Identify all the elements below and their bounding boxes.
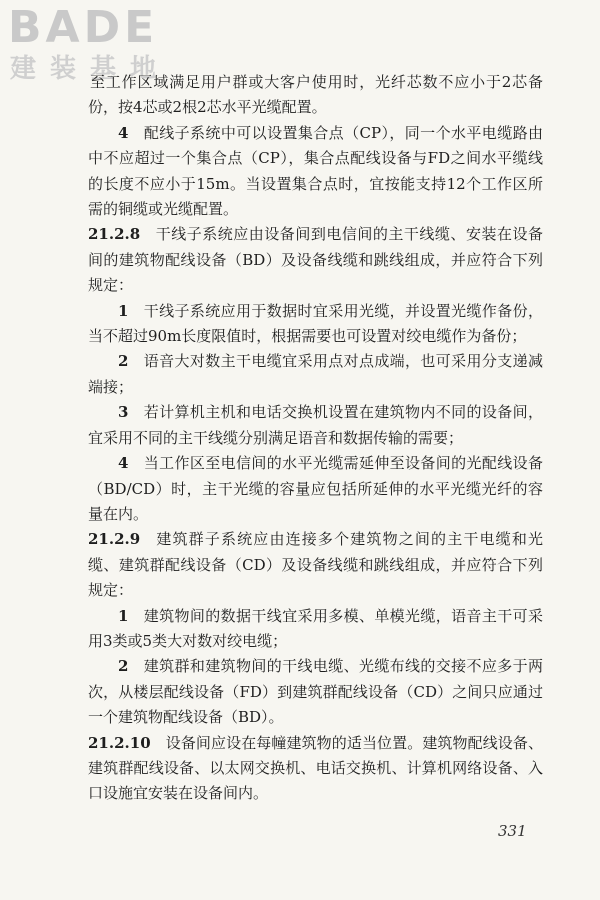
item-number: 1 — [118, 301, 129, 320]
item-number: 3 — [118, 403, 129, 422]
list-item — [88, 400, 543, 451]
list-item — [88, 451, 543, 527]
item-text: 当工作区至电信间的水平光缆需延伸至设备间的光配线设备（BD/CD）时，主干光缆的容量应包括所延伸的水平光缆光纤的容量在内。 — [88, 454, 543, 523]
clause-text: 设备间应设在每幢建筑物的适当位置。建筑物配线设备、建筑群配线设备、以太网交换机、电话交换机、计算机网络设备、入口设施宜安装在设备间内。 — [88, 733, 543, 803]
list-item — [88, 604, 543, 655]
item-text: 语音大对数主干电缆宜采用点对点成端，也可采用分支递减端接； — [88, 352, 543, 396]
paragraph-text: 至工作区域满足用户群或大客户使用时，光纤芯数不应小于2芯备份，按4芯或2根2芯水平光缆配置。 — [88, 73, 543, 117]
item-number: 4 — [118, 123, 129, 142]
item-number: 2 — [118, 352, 129, 371]
item-number: 4 — [118, 454, 129, 473]
logo-subtitle: 建装基地 — [10, 54, 171, 84]
logo-wordmark: BADE — [8, 2, 159, 53]
clause-21-2-8 — [88, 222, 543, 298]
item-text: 建筑群和建筑物间的干线电缆、光缆布线的交接不应多于两次，从楼层配线设备（FD）到建筑群配线设备（CD）之间只应通过一个建筑物配线设备（BD）。 — [88, 657, 543, 727]
item-text: 干线子系统应用于数据时宜采用光缆，并设置光缆作备份，当不超过90m长度限值时，根据需要也可设置对绞电缆作为备份； — [88, 301, 543, 346]
clause-number: 21.2.8 — [88, 225, 141, 244]
page-number: 331 — [498, 822, 527, 840]
item-text: 若计算机主机和电话交换机设置在建筑物内不同的设备间，宜采用不同的主干线缆分别满足语音和数据传输的需要； — [88, 403, 543, 447]
item-number: 2 — [118, 657, 129, 676]
item-number: 1 — [118, 606, 129, 625]
clause-number: 21.2.10 — [88, 733, 151, 752]
clause-text: 干线子系统应由设备间到电信间的主干线缆、安装在设备间的建筑物配线设备（BD）及设备线缆和跳线组成，并应符合下列规定： — [88, 225, 543, 295]
list-item — [88, 349, 543, 400]
list-item — [88, 121, 543, 223]
list-item — [88, 299, 543, 350]
item-text: 建筑物间的数据干线宜采用多模、单模光缆，语音主干可采用3类或5类大对数对绞电缆； — [88, 606, 543, 650]
clause-number: 21.2.9 — [88, 530, 141, 549]
clause-21-2-10 — [88, 731, 543, 807]
clause-21-2-9 — [88, 527, 543, 603]
item-text: 配线子系统中可以设置集合点（CP），同一个水平电缆路由中不应超过一个集合点（CP），集合点配线设备与FD之间水平缆线的长度不应小于15m。当设置集合点时，宜按能支持12个工作区所需的铜缆或光缆配置。 — [88, 123, 543, 219]
list-item — [88, 654, 543, 730]
continuation-paragraph — [88, 70, 543, 121]
clause-text: 建筑群子系统应由连接多个建筑物之间的主干电缆和光缆、建筑群配线设备（CD）及设备线缆和跳线组成，并应符合下列规定： — [88, 530, 543, 600]
page-body — [88, 70, 543, 807]
